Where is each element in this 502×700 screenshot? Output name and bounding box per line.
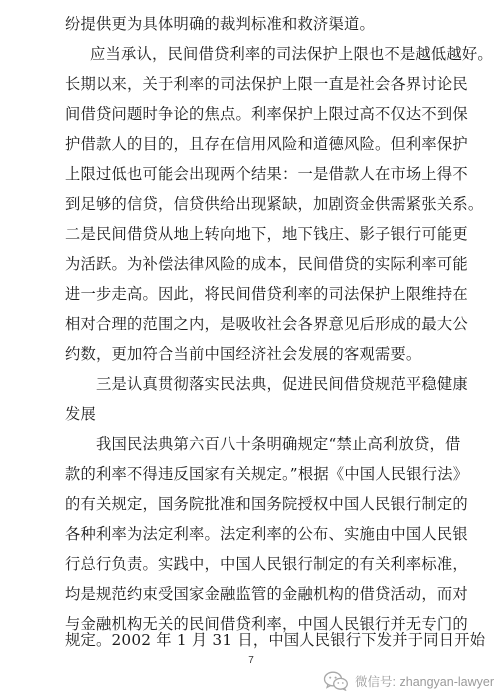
text-line: 均是规范约束受国家金融监管的金融机构的借贷活动，而对: [65, 585, 468, 603]
text-line: 进一步走高。因此，将民间借贷利率的司法保护上限维持在: [65, 285, 468, 303]
text-line: 与金融机构无关的民间借贷利率，中国人民银行并无专门的: [65, 615, 468, 633]
text-line: 相对合理的范围之内，是吸收社会各界意见后形成的最大公: [65, 315, 468, 333]
text-line: 的有关规定，国务院批准和国务院授权中国人民银行制定的: [65, 495, 468, 513]
text-line: 约数，更加符合当前中国经济社会发展的客观需要。: [65, 345, 422, 363]
text-line: 上限过低也可能会出现两个结果：一是借款人在市场上得不: [65, 165, 468, 183]
wechat-watermark: [323, 670, 494, 692]
text-line: 纷提供更为具体明确的裁判标准和救济渠道。: [65, 15, 375, 33]
page-number: 7: [248, 655, 254, 666]
text-line: 各种利率为法定利率。法定利率的公布、实施由中国人民银: [65, 525, 468, 543]
text-line: 护借款人的目的，且存在信用风险和道德风险。但利率保护: [65, 135, 468, 153]
text-line: 行总行负责。实践中，中国人民银行制定的有关利率标准，: [65, 555, 468, 573]
text-line: 我国民法典第六百八十条明确规定“禁止高利放贷，借: [96, 435, 461, 453]
watermark-label: 微信号: zhangyan-lawyer: [355, 675, 494, 689]
text-line: 二是民间借贷从地上转向地下，地下钱庄、影子银行可能更: [65, 225, 468, 243]
text-line: 到足够的信贷，信贷供给出现紧缺，加剧资金供需紧张关系。: [65, 195, 484, 213]
section-heading-line: 三是认真贯彻落实民法典，促进民间借贷规范平稳健康: [96, 375, 468, 393]
text-line: 应当承认，民间借贷利率的司法保护上限也不是越低越好。: [90, 45, 493, 63]
text-line: 长期以来，关于利率的司法保护上限一直是社会各界讨论民: [65, 75, 468, 93]
text-line: 间借贷问题时争论的焦点。利率保护上限过高不仅达不到保: [65, 105, 468, 123]
section-heading-line: 发展: [65, 405, 96, 423]
wechat-icon: [323, 671, 349, 691]
text-line: 款的利率不得违反国家有关规定。”根据《中国人民银行法》: [65, 465, 469, 483]
text-line: 规定。2002 年 1 月 31 日，中国人民银行下发并于同日开始: [65, 631, 486, 649]
text-line: 为活跃。为补偿法律风险的成本，民间借贷的实际利率可能: [65, 255, 468, 273]
